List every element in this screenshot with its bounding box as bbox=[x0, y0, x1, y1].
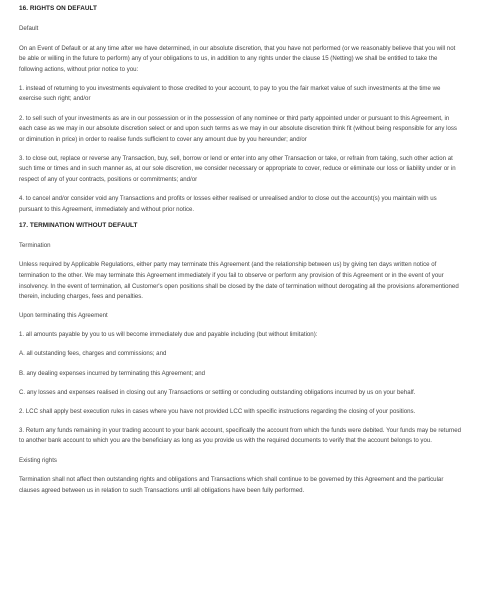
clause-item: B. any dealing expenses incurred by terminating this Agreement; and bbox=[19, 369, 205, 377]
subheading: Existing rights bbox=[19, 456, 57, 464]
clause-item: 3. Return any funds remaining in your trading account to your bank account, specifically the account from which the funds were debited. Your funds may be returned to another bank account to which you are the beneficiary as long as you provide us with the required documents to verify that the account belongs to you. bbox=[19, 426, 462, 445]
paragraph: Unless required by Applicable Regulations, either party may terminate this Agreement (and the relationship between us) by giving ten days written notice of termination to the other. We may terminate this Agreement immediately if you fail to observe or perform any provision of this Agreement or in the event of your insolvency. In the event of termination, all Customer's open positions shall be closed by the date of termination without derogating all the provisions aforementioned therein, including charges, fees and penalties. bbox=[19, 261, 459, 301]
clause-item: 1. instead of returning to you investments equivalent to those credited to your account, to pay to you the fair market value of such investments at the time we exercise such right; and/or bbox=[19, 84, 441, 103]
section-rights-on-default bbox=[19, 5, 462, 215]
subheading: Default bbox=[19, 25, 39, 32]
clause-item: 2. to sell such of your investments as are in our possession or in the possession of any nominee or third party appointed under or pursuant to this Agreement, in each case as we may in our absolute discretion select or and upon such terms as we may in our absolute discretion think fit (without being responsible for any loss or diminution in price) in order to realise funds sufficient to cover any amount due by you hereunder; and/or bbox=[19, 114, 457, 143]
clause-item: A. all outstanding fees, charges and commissions; and bbox=[19, 350, 167, 358]
subheading: Termination bbox=[19, 241, 51, 249]
section-heading: 16. RIGHTS ON DEFAULT bbox=[19, 5, 97, 12]
section-heading: 17. TERMINATION WITHOUT DEFAULT bbox=[19, 221, 138, 229]
clause-item: 4. to cancel and/or consider void any Transactions and profits or losses either realised or unrealised and/or to close out the account(s) you maintain with us pursuant to this Agreement, immediately and without prior notice. bbox=[19, 195, 437, 213]
paragraph: On an Event of Default or at any time after we have determined, in our absolute discretion, that you have not performed (or we reasonably believe that you will not be able or willing in the future to perform) any of your obligations to us, in addition to any rights under the clause 15 (Netting) we shall be entitled to take the following actions, without prior notice to you: bbox=[19, 44, 456, 73]
clause-item: C. any losses and expenses realised in closing out any Transactions or settling or concluding outstanding obligations incurred by us on your behalf. bbox=[19, 388, 416, 396]
paragraph: Termination shall not affect then outstanding rights and obligations and Transactions which shall continue to be governed by this Agreement and the particular clauses agreed between us in relation to such Transactions until all obligations have been fully performed. bbox=[19, 476, 444, 494]
clause-item: 1. all amounts payable by you to us will become immediately due and payable including (but without limitation): bbox=[19, 331, 318, 339]
clause-item: 2. LCC shall apply best execution rules in cases where you have not provided LCC with specific instructions regarding the closing of your positions. bbox=[19, 407, 416, 415]
section-termination-without-default bbox=[19, 222, 462, 497]
paragraph: Upon terminating this Agreement bbox=[19, 312, 108, 320]
clause-item: 3. to close out, replace or reverse any Transaction, buy, sell, borrow or lend or enter into any other Transaction or take, or refrain from taking, such other action at such time or times and in such manner as, at our sole discretion, we consider necessary or appropriate to cover, reduce or eliminate our loss or liability under or in respect of any of your contracts, positions or commitments; and/or bbox=[19, 154, 456, 184]
